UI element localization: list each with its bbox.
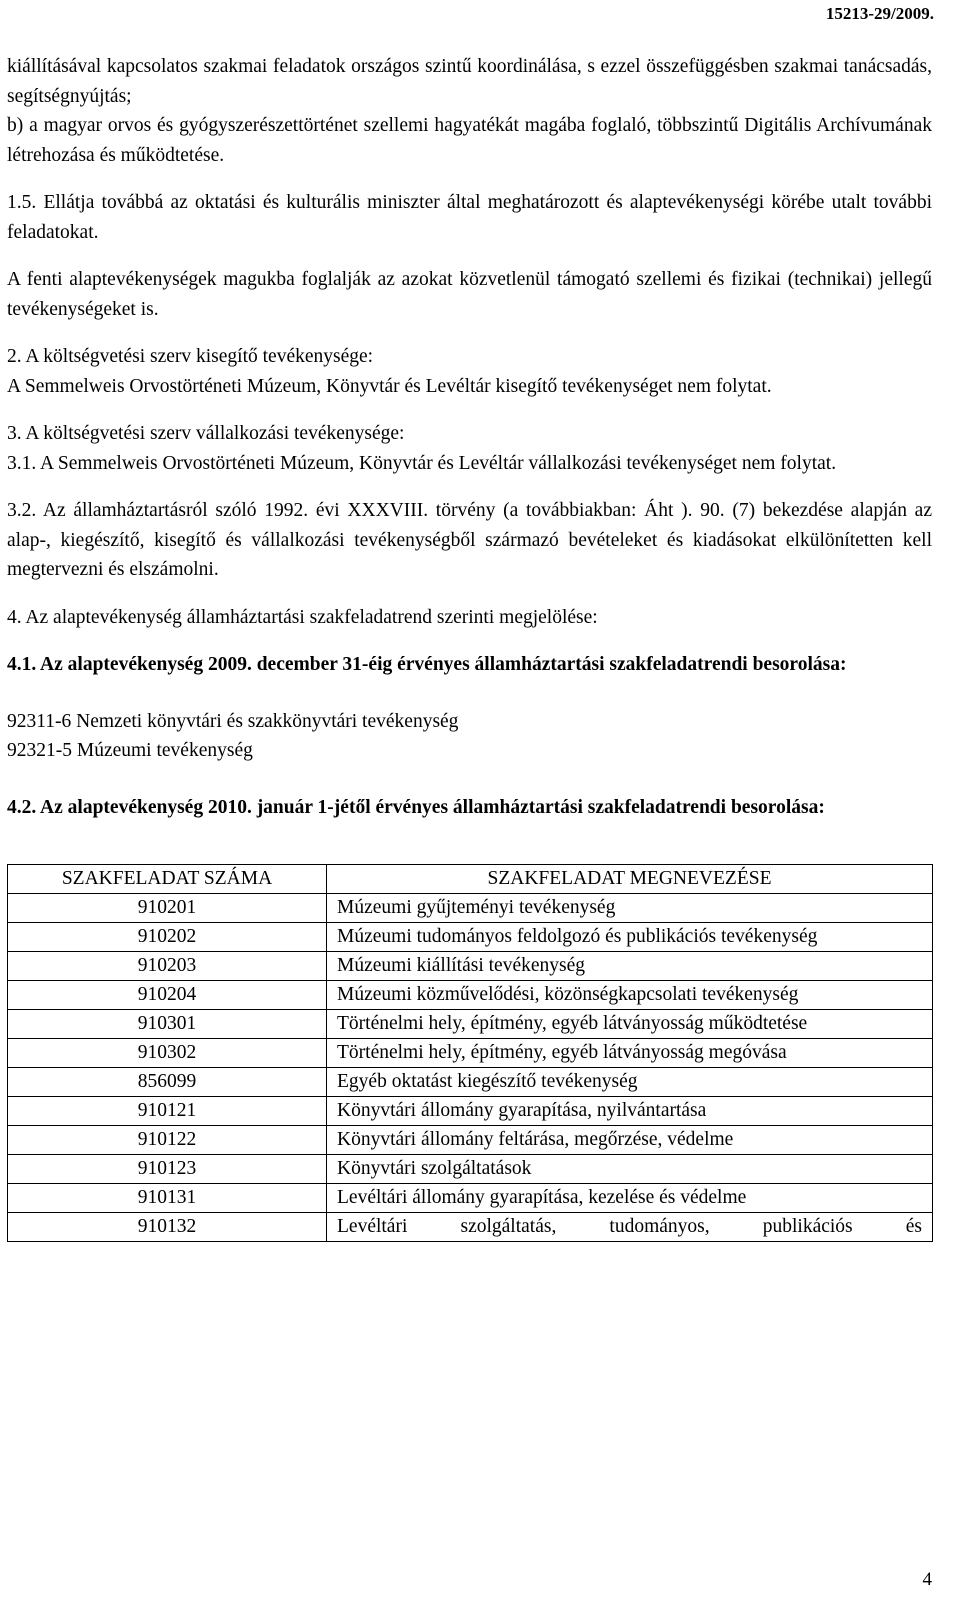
paragraph-core-activities: A fenti alaptevékenységek magukba foglalják az azokat közvetlenül támogató szellemi és fizikai (technikai) jellegű tevékenységeket is.	[7, 269, 932, 320]
document-id: 15213-29/2009.	[825, 4, 934, 23]
table-row	[8, 1126, 933, 1155]
table-row	[8, 1039, 933, 1068]
row-name: Levéltári állomány gyarapítása, kezelése és védelme	[327, 1184, 933, 1213]
document-body	[7, 52, 932, 1242]
paragraph-1-5: 1.5. Ellátja továbbá az oktatási és kulturális miniszter által meghatározott és alaptevékenységi körébe utalt további feladatokat.	[7, 192, 932, 243]
row-name: Könyvtári szolgáltatások	[327, 1155, 933, 1184]
table-row	[8, 981, 933, 1010]
row-code: 910302	[8, 1039, 327, 1068]
table-row	[8, 952, 933, 981]
table-row	[8, 1184, 933, 1213]
header-name: SZAKFELADAT MEGNEVEZÉSE	[327, 865, 933, 894]
row-code: 910301	[8, 1010, 327, 1039]
table-row	[8, 894, 933, 923]
row-name: Egyéb oktatást kiegészítő tevékenység	[327, 1068, 933, 1097]
paragraph-auxiliary-activity: A Semmelweis Orvostörténeti Múzeum, Könyvtár és Levéltár kisegítő tevékenységet nem folytat.	[7, 375, 772, 397]
classification-line-2: 92321-5 Múzeumi tevékenység	[7, 740, 253, 761]
table-row	[8, 1068, 933, 1097]
row-name: Levéltári szolgáltatás, tudományos, publikációs és	[327, 1213, 933, 1242]
paragraph-3-2: 3.2. Az államháztartásról szóló 1992. évi XXXVIII. törvény (a továbbiakban: Áht ). 90. (7) bekezdése alapján az alap-, kiegészítő, kisegítő és vállalkozási tevékenységből származó bevételeket és kiadásokat elkülönítetten kell megtervezni és elszámolni.	[7, 500, 932, 580]
heading-4-1: 4.1. Az alaptevékenység 2009. december 31-éig érvényes államháztartási szakfeladatrendi besorolása:	[7, 654, 847, 675]
row-code: 910123	[8, 1155, 327, 1184]
table-header-row	[8, 865, 933, 894]
row-code: 910132	[8, 1213, 327, 1242]
row-code: 910203	[8, 952, 327, 981]
heading-auxiliary-activity: 2. A költségvetési szerv kisegítő tevékenysége:	[7, 346, 374, 367]
row-code: 910121	[8, 1097, 327, 1126]
row-code: 856099	[8, 1068, 327, 1097]
heading-section-4: 4. Az alaptevékenység államháztartási szakfeladatrend szerinti megjelölése:	[7, 606, 598, 628]
row-name: Múzeumi kiállítási tevékenység	[327, 952, 933, 981]
paragraph-digital-archive: b) a magyar orvos és gyógyszerészettörténet szellemi hagyatékát magába foglaló, többszintű Digitális Archívumának létrehozása és működtetése.	[7, 115, 932, 166]
table-row	[8, 1155, 933, 1184]
table-row	[8, 1010, 933, 1039]
row-code: 910122	[8, 1126, 327, 1155]
row-name: Múzeumi gyűjteményi tevékenység	[327, 894, 933, 923]
task-classification-table	[7, 864, 933, 1242]
table-row	[8, 923, 933, 952]
row-name: Múzeumi tudományos feldolgozó és publikációs tevékenység	[327, 923, 933, 952]
paragraph-3-1: 3.1. A Semmelweis Orvostörténeti Múzeum, Könyvtár és Levéltár vállalkozási tevékenységet nem folytat.	[7, 452, 837, 474]
row-code: 910202	[8, 923, 327, 952]
row-code: 910204	[8, 981, 327, 1010]
classification-line-1: 92311-6 Nemzeti könyvtári és szakkönyvtári tevékenység	[7, 710, 459, 732]
row-name: Történelmi hely, építmény, egyéb látványosság működtetése	[327, 1010, 933, 1039]
row-code: 910131	[8, 1184, 327, 1213]
header-code: SZAKFELADAT SZÁMA	[8, 865, 327, 894]
row-name: Múzeumi közművelődési, közönségkapcsolati tevékenység	[327, 981, 933, 1010]
heading-4-2: 4.2. Az alaptevékenység 2010. január 1-jétől érvényes államháztartási szakfeladatrendi besorolása:	[7, 796, 825, 818]
heading-business-activity: 3. A költségvetési szerv vállalkozási tevékenysége:	[7, 423, 405, 444]
row-name: Történelmi hely, építmény, egyéb látványosság megóvása	[327, 1039, 933, 1068]
table-row	[8, 1213, 933, 1242]
row-name: Könyvtári állomány feltárása, megőrzése, védelme	[327, 1126, 933, 1155]
row-code: 910201	[8, 894, 327, 923]
page-number: 4	[922, 1569, 932, 1590]
row-name: Könyvtári állomány gyarapítása, nyilvántartása	[327, 1097, 933, 1126]
paragraph-archive-coordination: kiállításával kapcsolatos szakmai feladatok országos szintű koordinálása, s ezzel összefüggésben szakmai tanácsadás, segítségnyújtás;	[7, 56, 932, 107]
table-row	[8, 1097, 933, 1126]
